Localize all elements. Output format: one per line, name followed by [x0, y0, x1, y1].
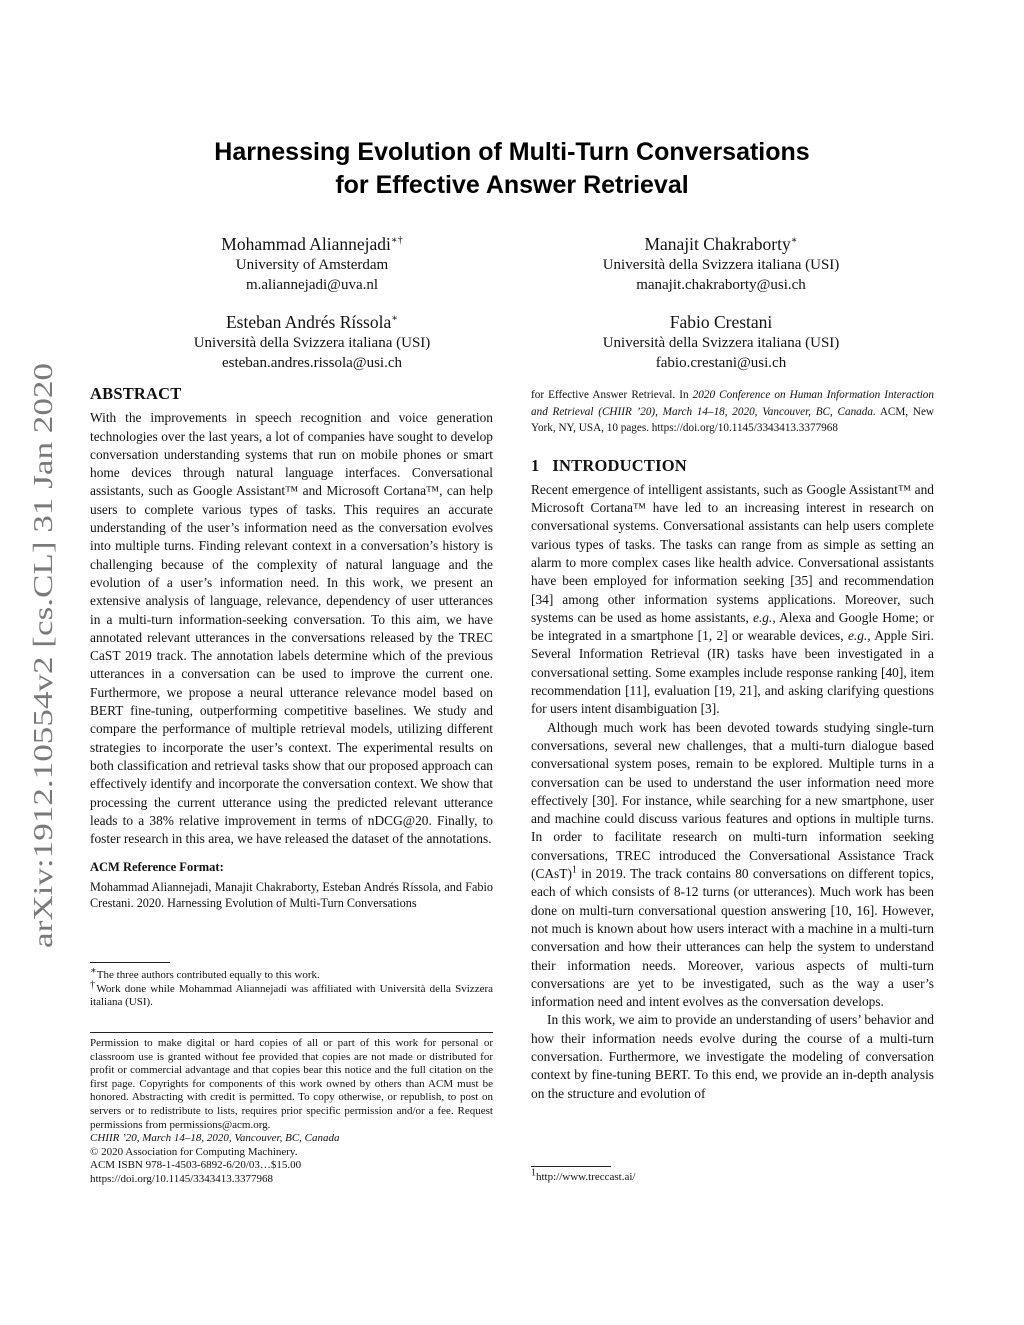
permission-isbn: ACM ISBN 978-1-4503-6892-6/20/03…$15.00	[90, 1159, 302, 1172]
footnote-text: Work done while Mohammad Aliannejadi was affiliated with Università della Svizzera italiana (USI).	[90, 982, 494, 1009]
acm-reference-continued	[531, 387, 934, 437]
author-affiliation: Università della Svizzera italiana (USI)	[193, 335, 431, 351]
intro-p1-b: Alexa and Google Home; or be integrated in a smartphone [1, 2] or wearable devices,	[531, 609, 934, 644]
footnote-work-done	[90, 978, 494, 1010]
author-affiliation: Università della Svizzera italiana (USI)	[602, 257, 840, 273]
author-affiliation: Università della Svizzera italiana (USI)	[602, 335, 840, 351]
author-name: Fabio Crestani	[669, 312, 773, 332]
footnote-mark: 1	[531, 1167, 536, 1179]
author-block-1	[122, 233, 502, 295]
intro-p1-c: Apple Siri. Several Information Retrieval (IR) tasks have been investigated in a conversational setting. Some examples include response ranking [40], item recommendation [11], evaluation [19, 21], and asking clarifying questions for users intent disambiguation [3].	[531, 628, 934, 717]
footnotes-left	[90, 965, 494, 1010]
arxiv-stamp	[22, 360, 62, 950]
author-email: manajit.chakraborty@usi.ch	[636, 277, 806, 293]
footnote-rule	[90, 962, 170, 963]
author-marks: ∗	[391, 313, 399, 325]
paper-title-line-1: Harnessing Evolution of Multi-Turn Conversations	[214, 138, 810, 166]
author-block-2	[531, 233, 911, 295]
abstract-text: With the improvements in speech recognition and voice generation technologies over the last years, a lot of companies have sought to develop conversation understanding systems that run on mobile phones or smart home devices through natural language interfaces. Conversational assistants, such as Google Assistant™ and Microsoft Cortana™, can help users to complete various types of tasks. This requires an accurate understanding of the user’s information need as the conversation evolves into multiple turns. Finding relevant context in a conversation’s history is challenging because of the complexity of natural language and the evolution of a user’s information need. In this work, we present an extensive analysis of language, relevance, dependency of user utterances in a multi-turn information-seeking conversation. To this aim, we have annotated relevant utterances in the conversations released by the TREC CaST 2019 track. The annotation labels determine which of the previous utterances in a conversation can be used to improve the current one. Furthermore, we propose a neural utterance relevance model based on BERT fine-tuning, outperforming competitive baselines. We study and compare the performance of multiple retrieval models, utilizing different strategies to incorporate the user’s context. The experimental results on both classification and retrieval tasks show that our proposed approach can effectively identify and incorporate the conversation context. We show that processing the current utterance using the predicted relevant utterance leads to a 38% relative improvement in terms of nDCG@20. Finally, to foster research in this area, we have released the dataset of the annotations.	[90, 410, 493, 847]
permission-conference: CHIIR ’20, March 14–18, 2020, Vancouver, BC, Canada	[90, 1132, 340, 1145]
author-affiliation: University of Amsterdam	[235, 257, 389, 273]
permission-block	[90, 1037, 493, 1187]
footnote-equal-contribution	[90, 965, 493, 983]
author-marks: ∗	[790, 235, 798, 247]
author-block-3	[122, 311, 502, 373]
footnote-mark: ∗	[90, 965, 97, 977]
author-name-line	[122, 311, 502, 333]
permission-copyright: © 2020 Association for Computing Machinery.	[90, 1145, 298, 1158]
acm-reference-text: Mohammad Aliannejadi, Manajit Chakraborty, Esteban Andrés Ríssola, and Fabio Crestani. 2020. Harnessing Evolution of Multi-Turn Conversations	[90, 879, 493, 910]
author-email: m.aliannejadi@uva.nl	[245, 277, 379, 293]
right-column	[531, 387, 934, 1103]
intro-paragraph-2	[531, 719, 934, 1012]
intro-paragraph-3: In this work, we aim to provide an understanding of users’ behavior and how their information needs evolve during the course of a multi-turn conversation. Furthermore, we investigate the modeling of conversation context by fine-tuning BERT. To this end, we provide an in-depth analysis on the structure and evolution of	[531, 1012, 934, 1101]
abstract-heading: ABSTRACT	[90, 384, 182, 403]
intro-p2-a: Although much work has been devoted towards studying single-turn conversations, several new challenges, that a multi-turn dialogue based conversational system poses, remain to be explored. Multiple turns in a conversation can be used to understand the user information need more effectively [30]. For instance, while searching for a new smartphone, user and machine could discuss various features and options in multiple turns. In order to facilitate research on multi-turn information seeking conversations, TREC introduced the Conversational Assistance Track (CAsT)	[531, 719, 934, 882]
author-name: Mohammad Aliannejadi	[221, 234, 391, 254]
footnote-mark: †	[90, 978, 97, 990]
intro-p1-eg2: e.g.,	[847, 628, 871, 644]
author-block-4	[531, 311, 911, 373]
author-email: fabio.crestani@usi.ch	[655, 355, 787, 371]
footnote-ref: 1	[571, 864, 577, 876]
footnote-text: The three authors contributed equally to this work.	[96, 969, 320, 981]
acm-ref-cont-plain: for Effective Answer Retrieval. In	[531, 389, 693, 401]
footnote-right	[531, 1167, 934, 1185]
left-column	[90, 385, 493, 911]
intro-paragraph-1	[531, 481, 934, 719]
author-name-line	[531, 233, 911, 255]
author-name-line	[122, 233, 502, 255]
footnote-rule-right	[531, 1166, 611, 1167]
footnote-url[interactable]: http://www.treccast.ai/	[536, 1171, 636, 1183]
paper-title-line-2: for Effective Answer Retrieval	[335, 171, 689, 199]
permission-rule	[90, 1032, 493, 1033]
author-name: Esteban Andrés Ríssola	[225, 312, 392, 332]
acm-ref-cont-italic: 2020 Conference on Human Information Interaction and Retrieval (CHIIR ’20), March 14–18, 2020, Vancouver, BC, Canada.	[531, 389, 934, 418]
author-marks: ∗†	[390, 235, 403, 247]
arxiv-stamp-svg	[22, 360, 62, 950]
intro-p2-b: in 2019. The track contains 80 conversations on different topics, each of which consists of 8-12 turns (or utterances). Much work has been done on multi-turn conversational question answering [10, 16]. However, not much is known about how users interact with a machine in a multi-turn conversation and how their utterances can help the system to understand their information needs. Moreover, various aspects of multi-turn conversations are yet to be investigated, such as the way a user’s information need and intent evolves as the conversation develops.	[531, 866, 934, 1010]
author-name-line	[531, 311, 911, 333]
acm-reference-heading: ACM Reference Format:	[90, 860, 224, 875]
permission-doi: https://doi.org/10.1145/3343413.3377968	[90, 1172, 274, 1185]
introduction-heading: 1 INTRODUCTION	[531, 455, 687, 475]
intro-p1-eg1: e.g.,	[753, 609, 776, 625]
author-email: esteban.andres.rissola@usi.ch	[221, 355, 402, 371]
intro-p1-a: Recent emergence of intelligent assistants, such as Google Assistant™ and Microsoft Cortana™ have led to an increasing interest in research on conversational systems. Conversational assistants can help users complete various types of tasks. The tasks can range from as simple as setting an alarm to more complex cases like health advice. Conversational assistants have been employed for information seeking [35] and recommendation [34] among other information systems applications. Moreover, such systems can be used as home assistants,	[531, 481, 934, 625]
arxiv-stamp-text: arXiv:1912.10554v2 [cs.CL] 31 Jan 2020	[28, 498, 58, 948]
acm-ref-cont-tail: ACM, New York, NY, USA, 10 pages. https://doi.org/10.1145/3343413.3377968	[531, 405, 934, 434]
author-name: Manajit Chakraborty	[644, 234, 791, 254]
permission-text: Permission to make digital or hard copies of all or part of this work for personal or classroom use is granted without fee provided that copies are not made or distributed for profit or commercial advantage and that copies bear this notice and the full citation on the first page. Copyrights for components of this work owned by others than ACM must be honored. Abstracting with credit is permitted. To copy otherwise, or republish, to post on servers or to redistribute to lists, requires prior specific permission and/or a fee. Request permissions from permissions@acm.org.	[90, 1037, 493, 1131]
